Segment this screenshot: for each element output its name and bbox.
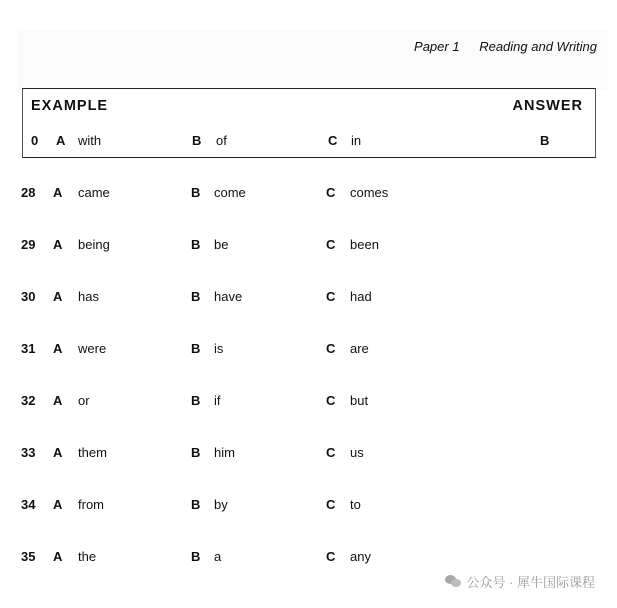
option-b: if: [214, 393, 221, 408]
letter-a: A: [53, 549, 63, 564]
watermark: [445, 572, 595, 591]
option-c: to: [350, 497, 361, 512]
question-number: 28: [21, 185, 36, 200]
example-letter-b: B: [192, 133, 202, 148]
option-a: or: [78, 393, 90, 408]
letter-c: C: [326, 341, 336, 356]
letter-a: A: [53, 341, 63, 356]
answer-title: ANSWER: [512, 98, 583, 114]
paper-label: Paper 1: [414, 39, 460, 54]
question-number: 34: [21, 497, 36, 512]
example-option-b: of: [216, 133, 227, 148]
letter-b: B: [191, 185, 201, 200]
example-row: [23, 133, 595, 151]
letter-a: A: [53, 393, 63, 408]
option-b: by: [214, 497, 228, 512]
question-number: 29: [21, 237, 36, 252]
letter-b: B: [191, 237, 201, 252]
letter-c: C: [326, 549, 336, 564]
example-option-c: in: [351, 133, 362, 148]
question-number: 33: [21, 445, 36, 460]
option-a: has: [78, 289, 99, 304]
example-number: 0: [31, 133, 39, 148]
letter-a: A: [53, 289, 63, 304]
example-box: [22, 88, 596, 158]
question-row: [0, 393, 617, 411]
letter-a: A: [53, 445, 63, 460]
letter-a: A: [53, 185, 63, 200]
option-a: were: [78, 341, 107, 356]
letter-c: C: [326, 237, 336, 252]
option-a: being: [78, 237, 110, 252]
letter-b: B: [191, 289, 201, 304]
question-row: [0, 445, 617, 463]
question-number: 32: [21, 393, 36, 408]
option-a: from: [78, 497, 104, 512]
letter-b: B: [191, 393, 201, 408]
example-answer: B: [540, 133, 550, 148]
watermark-text: 公众号 · 犀牛国际课程: [466, 575, 595, 590]
option-a: the: [78, 549, 97, 564]
letter-c: C: [326, 445, 336, 460]
question-number: 30: [21, 289, 36, 304]
example-option-a: with: [78, 133, 102, 148]
question-row: [0, 237, 617, 255]
option-c: had: [350, 289, 372, 304]
option-b: is: [214, 341, 224, 356]
option-a: came: [78, 185, 110, 200]
option-b: come: [214, 185, 246, 200]
letter-b: B: [191, 445, 201, 460]
question-row: [0, 289, 617, 307]
example-letter-c: C: [328, 133, 338, 148]
option-b: be: [214, 237, 229, 252]
option-c: us: [350, 445, 364, 460]
example-letter-a: A: [56, 133, 66, 148]
letter-a: A: [53, 497, 63, 512]
letter-c: C: [326, 185, 336, 200]
option-c: any: [350, 549, 371, 564]
question-row: [0, 185, 617, 203]
section-label: Reading and Writing: [479, 39, 597, 54]
page-header: [414, 39, 597, 54]
option-c: comes: [350, 185, 389, 200]
letter-a: A: [53, 237, 63, 252]
question-number: 31: [21, 341, 36, 356]
letter-c: C: [326, 289, 336, 304]
option-c: but: [350, 393, 369, 408]
example-title: EXAMPLE: [31, 98, 109, 114]
question-row: [0, 549, 617, 567]
option-b: have: [214, 289, 243, 304]
question-row: [0, 497, 617, 515]
wechat-icon: [445, 575, 461, 588]
question-number: 35: [21, 549, 36, 564]
option-b: him: [214, 445, 235, 460]
option-b: a: [214, 549, 222, 564]
letter-b: B: [191, 549, 201, 564]
option-c: been: [350, 237, 379, 252]
letter-c: C: [326, 393, 336, 408]
question-row: [0, 341, 617, 359]
letter-c: C: [326, 497, 336, 512]
option-a: them: [78, 445, 107, 460]
letter-b: B: [191, 341, 201, 356]
option-c: are: [350, 341, 369, 356]
letter-b: B: [191, 497, 201, 512]
